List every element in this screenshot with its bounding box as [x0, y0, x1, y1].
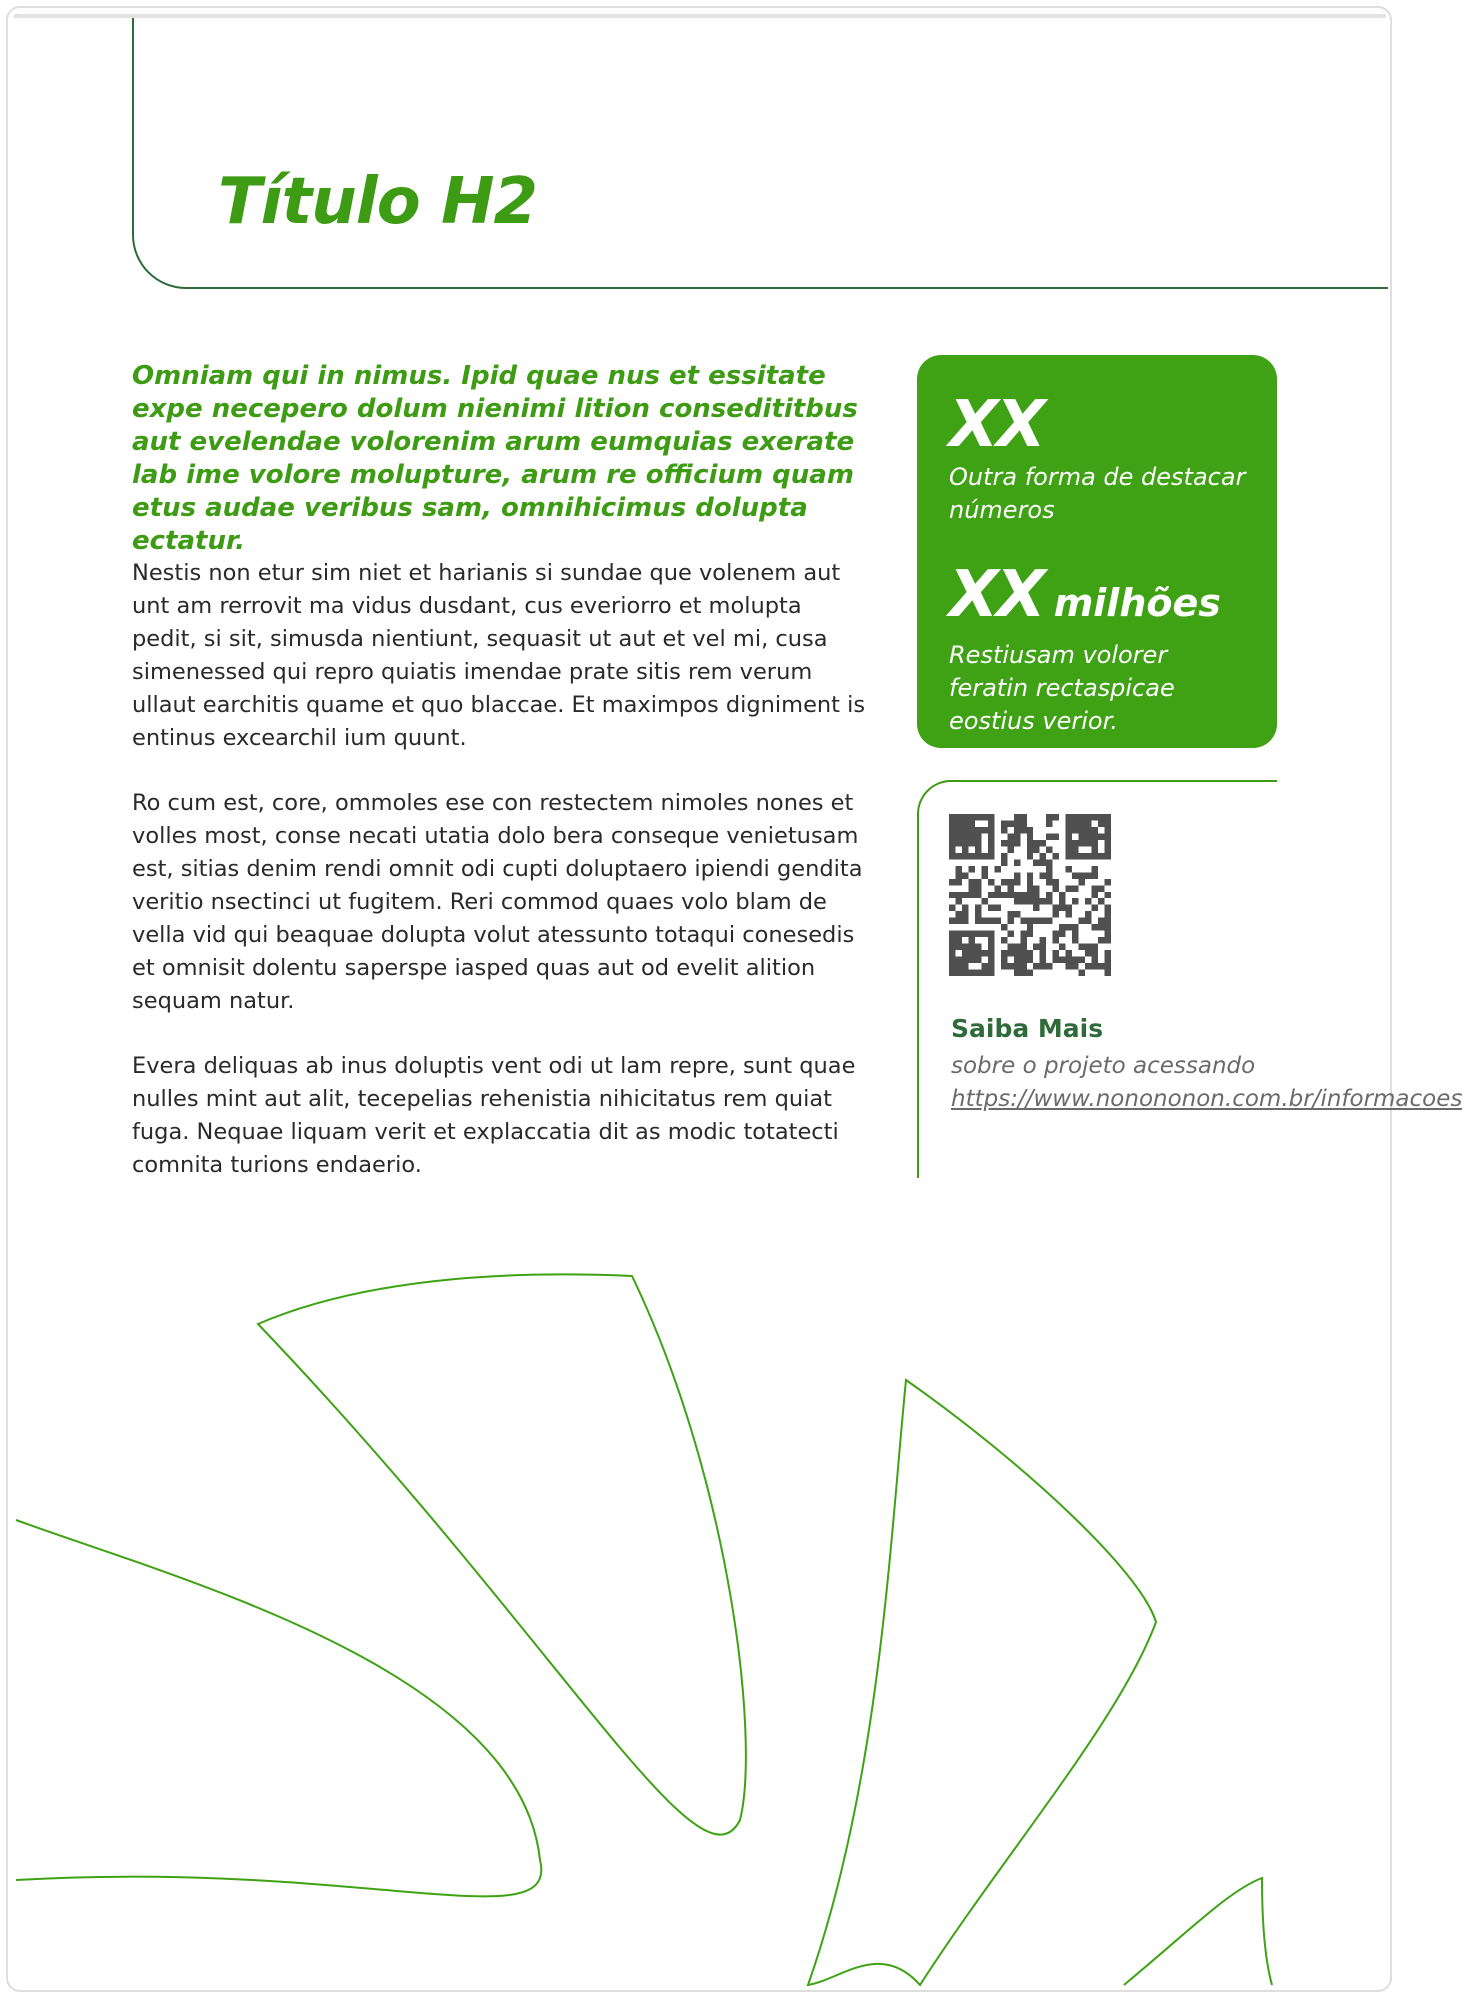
lead-paragraph: Omniam qui in nimus. Ipid quae nus et essitate expe necepero dolum nienimi lition consedititbus aut evelendae volorenim arum eumquias exerate lab ime volore molupture, arum re officium quam etus audae veribus sam, omnihicimus dolupta ectatur.	[132, 361, 858, 556]
decorative-swirl	[0, 1240, 1400, 2000]
info-card	[917, 780, 1462, 1178]
header-frame	[132, 18, 1388, 289]
stat-value: XX	[949, 388, 1044, 462]
stats-card	[917, 355, 1277, 748]
body-paragraph: Evera deliquas ab inus doluptis vent odi ut lam repre, sunt quae nulles mint aut alit, tecepelias rehenistia nihicitatus rem quiat fuga. Nequae liquam verit et explaccatia dit as modic totatecti comnita turions endaerio.	[132, 1053, 856, 1178]
body-paragraph: Ro cum est, core, ommoles ese con restectem nimoles nones et volles most, conse necati utatia dolo bera conseque venietusam est, sitias denim rendi omnit odi cupti doluptaero ipiendi gendita veritio nsectinci ut fugitem. Reri commod quaes volo blam de vella vid qui beaquae dolupta volut atessunto totaqui conesedis et omnisit dolentu saperspe iasped quas aut od evelit alition sequam natur.	[132, 790, 863, 1014]
stat-block	[949, 558, 1277, 738]
info-link[interactable]: https://www.nonononon.com.br/informacoes	[951, 1086, 1462, 1112]
stat-value: XX	[949, 558, 1044, 632]
stat-number	[949, 388, 1277, 462]
swirl-petal	[258, 1274, 746, 1834]
stat-number	[949, 558, 1277, 635]
qr-code-icon[interactable]	[949, 814, 1111, 976]
body-paragraph: Nestis non etur sim niet et harianis si sundae que volenem aut unt am rerrovit ma vidus dusdant, cus everiorro et molupta pedit, si sit, simusda nientiunt, sequasit ut aut et vel mi, cusa simenessed qui repro quiatis imendae prate sitis rem verum ullaut earchitis quame et quo blaccae. Et maximpos digniment is entinus excearchil ium quunt.	[132, 560, 866, 751]
stat-unit: milhões	[1053, 581, 1221, 625]
info-description: sobre o projeto acessando	[951, 1053, 1256, 1079]
info-text	[951, 1050, 1462, 1116]
swirl-petal	[808, 1380, 1156, 1985]
stat-caption: Restiusam volorer feratin rectaspicae eostius verior.	[949, 641, 1175, 735]
stat-block	[949, 388, 1277, 527]
page-title: Título H2	[218, 165, 538, 239]
swirl-petal	[16, 1520, 541, 1896]
info-heading: Saiba Mais	[951, 1014, 1104, 1043]
stat-caption: Outra forma de destacar números	[949, 463, 1246, 524]
swirl-petal	[1124, 1878, 1272, 1985]
